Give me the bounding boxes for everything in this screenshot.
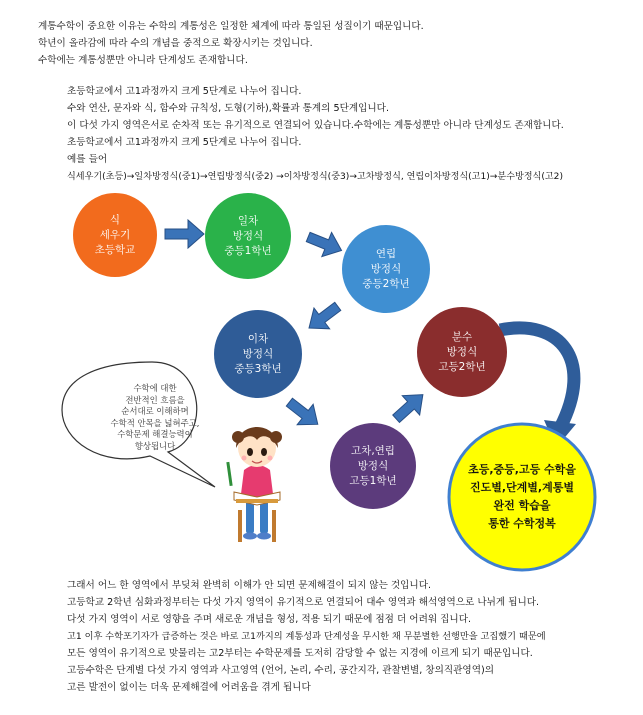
step-title: 방정식 <box>242 347 274 360</box>
closing-line: 그래서 어느 한 영역에서 부딪쳐 완벽히 이해가 안 되면 문제해결이 되지 않는 것입니다. <box>67 580 432 591</box>
step-title: 방정식 <box>357 459 389 472</box>
closing-line: 다섯 가지 영역이 서로 영향을 주며 새로운 개념을 형성, 적용 되기 때문에 점점 더 어려워 집니다. <box>67 614 472 625</box>
step-title: 분수 <box>451 330 473 343</box>
para-line: 초등학교에서 고1과정까지 크게 5단계로 나누어 집니다. <box>67 137 302 148</box>
step-title: 식 <box>109 213 121 226</box>
step-circle-high2 <box>417 307 507 397</box>
step-title: 세우기 <box>99 228 131 241</box>
goal-line: 진도별,단계별,계통별 <box>470 481 574 494</box>
para-line: 이 다섯 가지 영역은서로 순차적 또는 유기적으로 연결되어 있습니다.수학에는 계통성뿐만 아니라 단계성도 존재합니다. <box>67 120 564 131</box>
step-title: 방정식 <box>232 229 264 242</box>
closing-line: 고등수학은 단계별 다섯 가지 영역과 사고영역 (언어, 논리, 수리, 공간지각, 관찰변별, 창의직관영역)의 <box>67 665 494 676</box>
bubble-text <box>60 383 250 453</box>
step-circle-middle2 <box>342 225 430 313</box>
arrow-4-5 <box>281 392 325 435</box>
intro-line: 학년이 올라감에 따라 수의 개념을 중적으로 확장시키는 것입니다. <box>38 38 313 49</box>
step-title: 일차 <box>237 214 259 227</box>
step-circle-elementary <box>73 193 157 277</box>
step-title: 연립 <box>375 247 397 260</box>
para-line: 식세우기(초등)→일차방정식(중1)→연립방정식(중2) →이차방정식(중3)→고차방정식, 연립이차방정식(고1)→분수방정식(고2) <box>67 172 564 182</box>
goal-line: 완전 학습을 <box>493 499 551 512</box>
step-level: 중등2학년 <box>362 277 410 290</box>
bubble-line: 수학에 대한 <box>133 383 177 393</box>
goal-text <box>449 461 595 533</box>
step-circle-high1 <box>330 423 416 509</box>
arrow-2-3 <box>303 225 346 263</box>
bubble-line: 순서대로 이해하며 <box>121 406 189 417</box>
step-level: 중등1학년 <box>224 244 272 257</box>
intro-line: 계통수학이 중요한 이유는 수학의 계통성은 일정한 체계에 따라 통일된 성질이기 때문입니다. <box>38 21 424 32</box>
para-line: 수와 연산, 문자와 식, 함수와 규칙성, 도형(기하),확률과 통계의 5단계입니다. <box>67 103 389 114</box>
step-level: 중등3학년 <box>234 362 282 375</box>
goal-line: 통한 수학정복 <box>488 517 556 530</box>
arrow-5-6 <box>387 385 431 428</box>
closing-line: 고등학교 2학년 심화과정부터는 다섯 가지 영역이 유기적으로 연결되어 대수 영역과 해석영역으로 나뉘게 됩니다. <box>67 597 540 608</box>
closing-line: 모든 영역이 유기적으로 맞물리는 고2부터는 수학문제를 도저히 감당할 수 없는 지경에 이르게 되기 때문입니다. <box>67 648 533 659</box>
step-title: 방정식 <box>370 262 402 275</box>
arrow-1-2 <box>165 220 204 248</box>
step-title: 이차 <box>247 332 269 345</box>
bubble-line: 수학문제 해결능력이 <box>117 429 193 440</box>
intro-line: 수학에는 계통성뿐만 아니라 단계성도 존재합니다. <box>38 55 248 66</box>
para-line: 초등학교에서 고1과정까지 크게 5단계로 나누어 집니다. <box>67 86 302 97</box>
bubble-line: 전반적인 흐름을 <box>125 394 185 405</box>
goal-line: 초등,중등,고등 수학을 <box>468 463 576 476</box>
step-circle-middle1 <box>205 193 291 279</box>
step-level: 고등2학년 <box>438 360 486 373</box>
step-level: 고등1학년 <box>349 474 397 487</box>
step-title: 방정식 <box>446 345 478 358</box>
closing-line: 고른 발전이 없이는 더욱 문제해결에 어려움을 겪게 됩니다 <box>67 682 311 693</box>
step-title: 고차,연립 <box>351 444 395 457</box>
para-line: 예를 들어 <box>67 154 108 165</box>
step-level: 초등학교 <box>94 243 136 256</box>
closing-line: 고1 이후 수학포기자가 급증하는 것은 바로 고1까지의 계통성과 단계성을 무시한 채 무분별한 선행만을 고집했기 때문에 <box>67 631 546 642</box>
bubble-line: 향상됩니다 <box>134 440 176 451</box>
bubble-line: 수학적 안목을 넓혀주고, <box>110 417 200 428</box>
arrow-3-4 <box>301 296 345 338</box>
